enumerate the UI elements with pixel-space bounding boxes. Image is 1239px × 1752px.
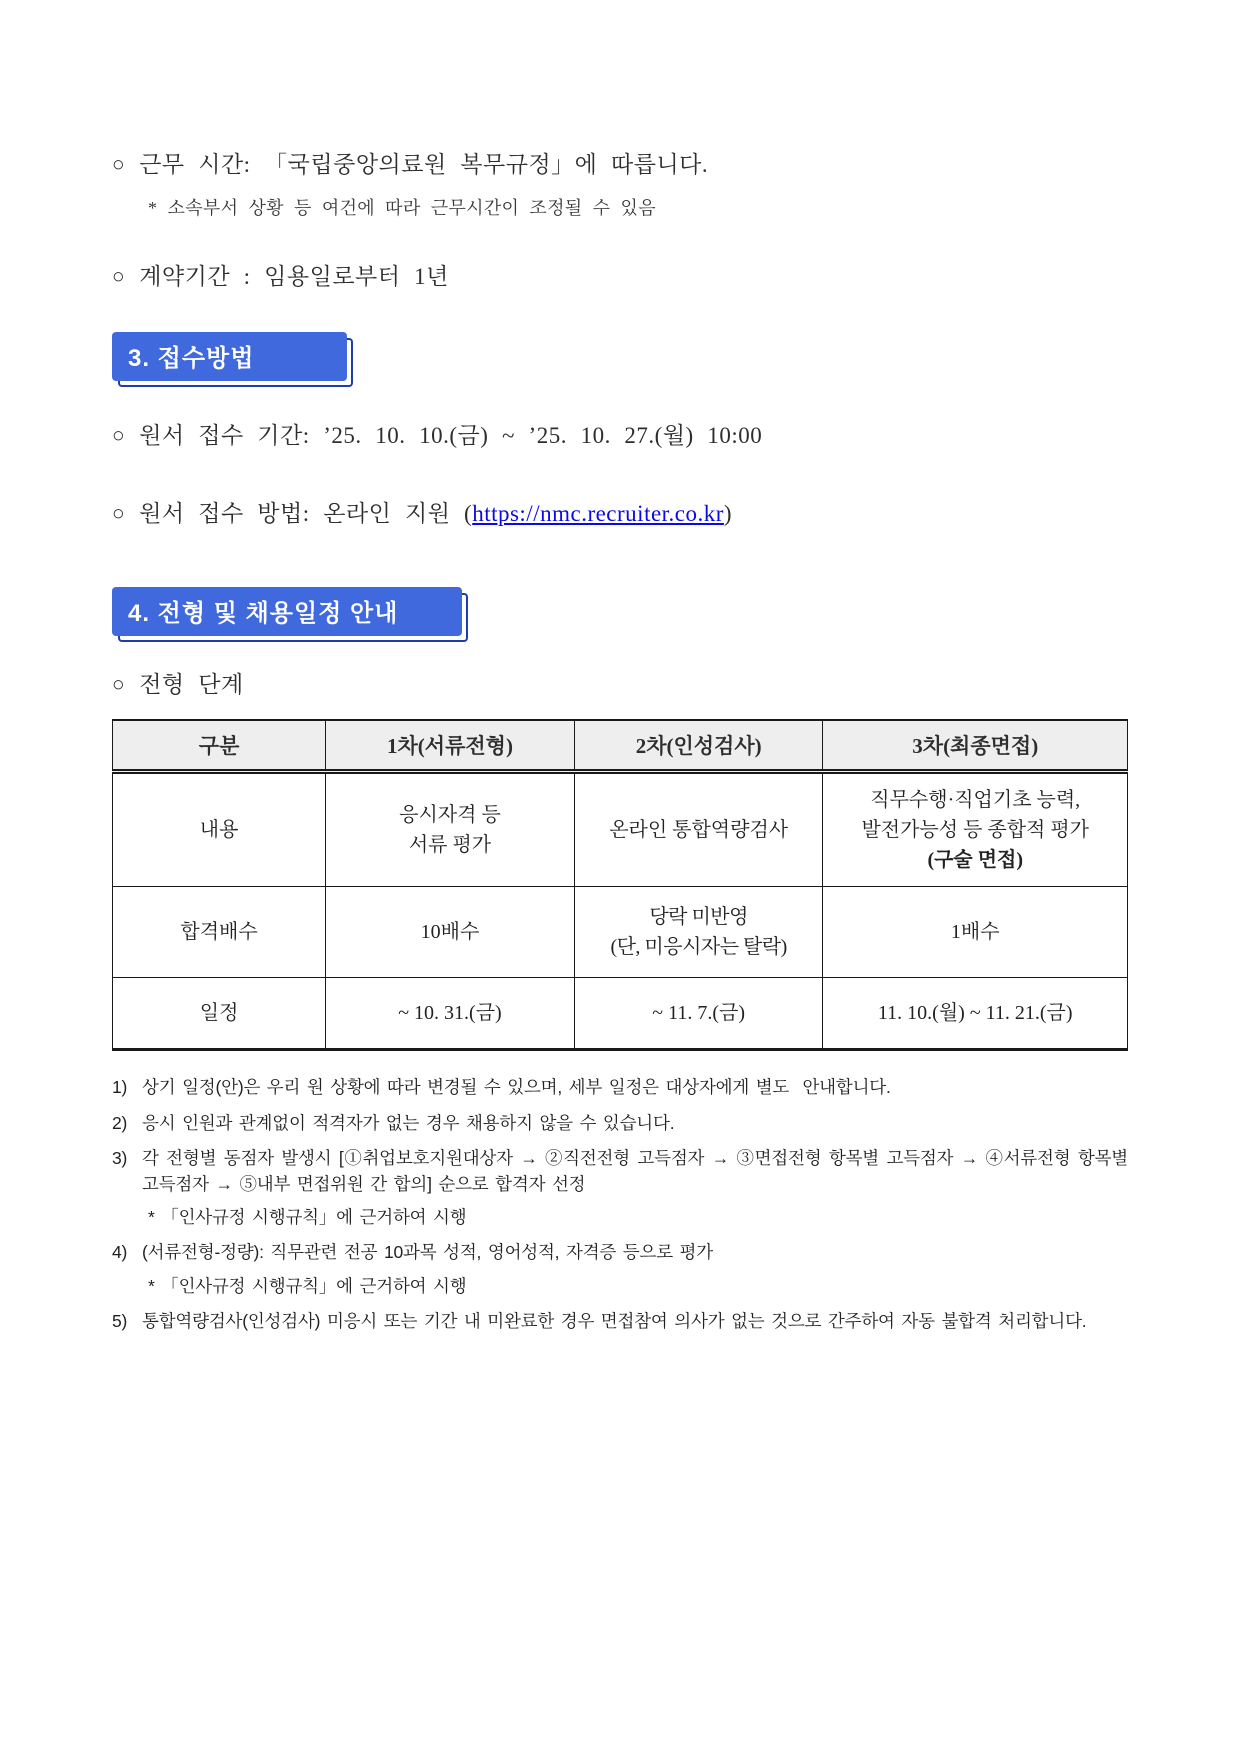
footnote-1: 1) 상기 일정(안)은 우리 원 상황에 따라 변경될 수 있으며, 세부 일정은 대상자에게 별도 안내합니다. (112, 1077, 891, 1098)
section3-header-block (112, 332, 1128, 381)
section3-title: 3. 접수방법 (112, 332, 347, 381)
circle-bullet: ○ (112, 152, 126, 176)
circle-bullet: ○ (112, 500, 126, 525)
cell-content-stage3: 직무수행·직업기초 능력, 발전가능성 등 종합적 평가 (구술 면접) (823, 772, 1128, 887)
contract-text: 계약기간 : 임용일로부터 1년 (139, 263, 449, 289)
apply-method-suffix: ) (723, 500, 733, 526)
footnotes (112, 1075, 1135, 1334)
footnote-3-subnote: * 「인사규정 시행규칙」에 근거하여 시행 (148, 1206, 467, 1227)
header-stage2: 2차(인성검사) (574, 720, 823, 772)
footnote-5: 5) 통합역량검사(인성검사) 미응시 또는 기간 내 미완료한 경우 면접참여 의사가 없는 것으로 간주하여 자동 불합격 처리합니다. (112, 1311, 1087, 1332)
cell-multiplier-stage2: 당락 미반영 (단, 미응시자는 탈락) (574, 887, 823, 978)
cell-multiplier-stage3: 1배수 (823, 887, 1128, 978)
work-hours-line (112, 150, 1128, 180)
table-row-schedule (113, 978, 1128, 1050)
cell-content-stage1: 응시자격 등 서류 평가 (326, 772, 575, 887)
table-header-row (113, 720, 1128, 772)
circle-bullet: ○ (112, 263, 126, 288)
selection-stage-table (112, 719, 1128, 1051)
recruiter-site-link[interactable]: https://nmc.recruiter.co.kr (472, 500, 724, 526)
section4-title: 4. 전형 및 채용일정 안내 (112, 587, 462, 636)
footnote-4-subnote: * 「인사규정 시행규칙」에 근거하여 시행 (148, 1275, 467, 1296)
row-label-multiplier: 합격배수 (113, 887, 326, 978)
table-row-content (113, 772, 1128, 887)
apply-period-line (112, 421, 1128, 451)
apply-period-text: 원서 접수 기간: ’25. 10. 10.(금) ~ ’25. 10. 27.(월) 10:00 (139, 422, 763, 448)
work-hours-note: * 소속부서 상황 등 여건에 따라 근무시간이 조정될 수 있음 (148, 197, 656, 218)
apply-method-prefix: 원서 접수 방법: 온라인 지원 ( (139, 500, 473, 526)
cell-schedule-stage1: ~ 10. 31.(금) (326, 978, 575, 1050)
cell-schedule-stage2: ~ 11. 7.(금) (574, 978, 823, 1050)
header-stage3: 3차(최종면접) (823, 720, 1128, 772)
footnote-2: 2) 응시 인원과 관계없이 적격자가 없는 경우 채용하지 않을 수 있습니다. (112, 1112, 675, 1133)
cell-multiplier-stage1: 10배수 (326, 887, 575, 978)
footnote-4: 4) (서류전형-정량): 직무관련 전공 10과목 성적, 영어성적, 자격증 등으로 평가 (112, 1242, 713, 1263)
cell-schedule-stage3: 11. 10.(월) ~ 11. 21.(금) (823, 978, 1128, 1050)
work-hours-text: 근무 시간: 「국립중앙의료원 복무규정」에 따릅니다. (139, 152, 709, 177)
stages-label-text: 전형 단계 (139, 671, 244, 697)
contract-line (112, 262, 1128, 292)
stages-label-line (112, 670, 1128, 700)
cell-content-stage2: 온라인 통합역량검사 (574, 772, 823, 887)
table-row-multiplier (113, 887, 1128, 978)
header-stage1: 1차(서류전형) (326, 720, 575, 772)
footnote-3: 3) 각 전형별 동점자 발생시 [①취업보호지원대상자 → ②직전전형 고득점자 → ③면접전형 항목별 고득점자 → ④서류전형 항목별 고득점자 → ⑤내부 면접위원 간 합의] 순으로 합격자 선정 (112, 1148, 1135, 1194)
row-label-content: 내용 (113, 772, 326, 887)
circle-bullet: ○ (112, 422, 126, 447)
circle-bullet: ○ (112, 671, 126, 696)
section4-header-block (112, 587, 1128, 636)
apply-method-text (139, 499, 732, 529)
header-gubun: 구분 (113, 720, 326, 772)
apply-method-line (112, 499, 1128, 529)
row-label-schedule: 일정 (113, 978, 326, 1050)
